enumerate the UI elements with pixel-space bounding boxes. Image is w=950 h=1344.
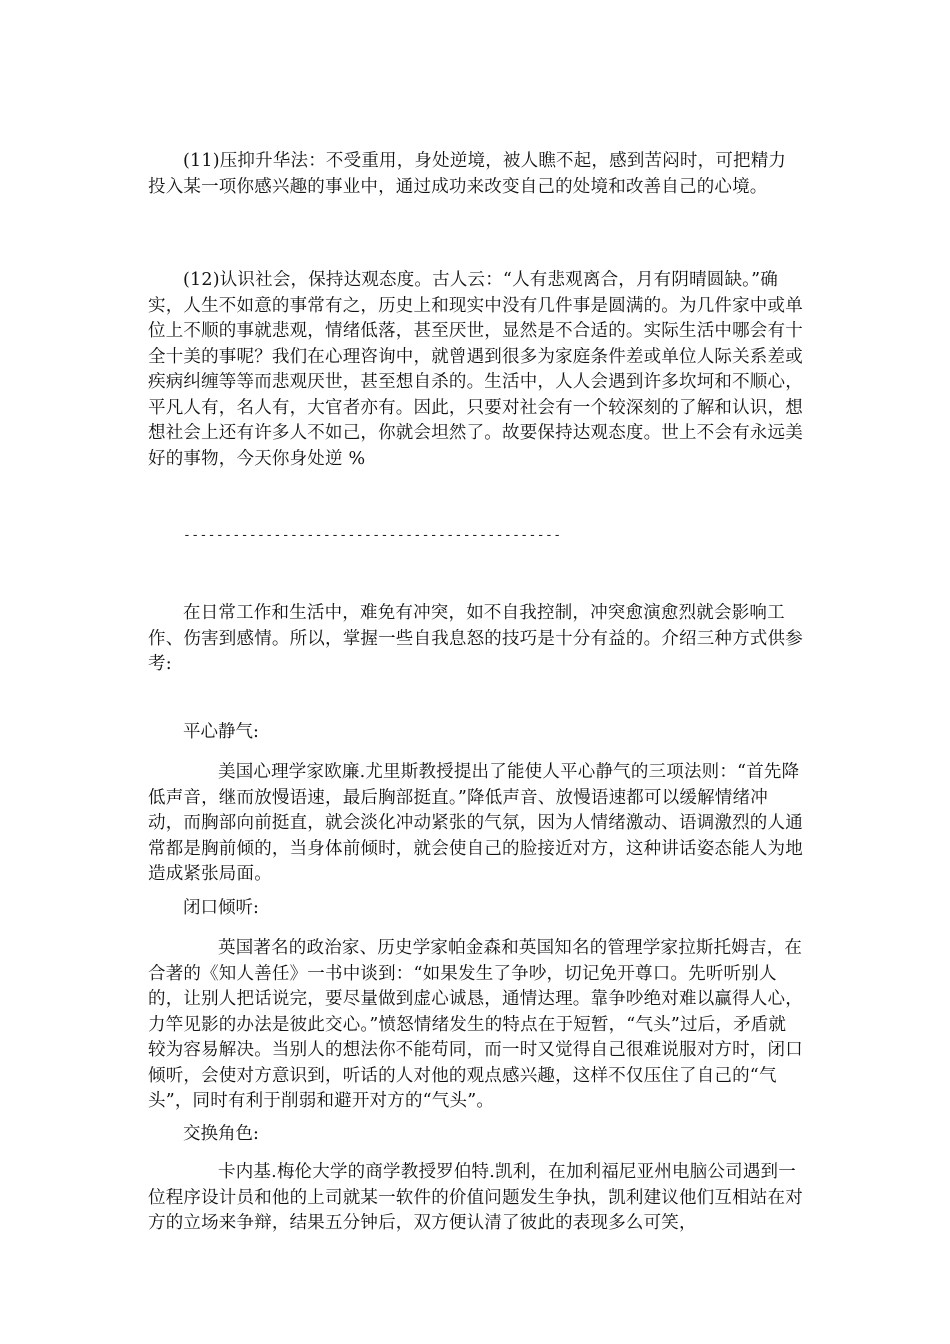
section-heading-calm: 平心静气:: [183, 722, 259, 742]
intro-paragraph: 在日常工作和生活中，难免有冲突，如不自我控制，冲突愈演愈烈就会影响工作、伤害到感情。所以，掌握一些自我息怒的技巧是十分有益的。介绍三种方式供参考:: [148, 603, 803, 674]
section-body-listen: 英国著名的政治家、历史学家帕金森和英国知名的管理学家拉斯托姆吉，在合著的《知人善任》一书中谈到：“如果发生了争吵，切记免开尊口。先听听别人的，让别人把话说完，要尽量做到虚心诚恳，通情达理。靠争吵绝对难以赢得人心，力竿见影的办法是彼此交心。”愤怒情绪发生的特点在于短暂，“气头”过后，矛盾就较为容易解决。当别人的想法你不能苟同，而一时又觉得自己很难说服对方时，闭口倾听，会使对方意识到，听话的人对他的观点感兴趣，这样不仅压住了自己的“气头”，同时有利于削弱和避开对方的“气头”。: [148, 938, 803, 1111]
section-heading-listen: 闭口倾听:: [183, 898, 259, 918]
section-body-calm: 美国心理学家欧廉.尤里斯教授提出了能使人平心静气的三项法则：“首先降低声音，继而放慢语速，最后胸部挺直。”降低声音、放慢语速都可以缓解情绪冲动，而胸部向前挺直，就会淡化冲动紧张的气氛，因为人情绪激动、语调激烈的人通常都是胸前倾的，当身体前倾时，就会使自己的脸接近对方，这种讲话姿态能人为地造成紧张局面。: [148, 762, 803, 884]
section-divider: ----------------------------------------------: [183, 528, 562, 543]
paragraph-11: (11)压抑升华法：不受重用，身处逆境，被人瞧不起，感到苦闷时，可把精力投入某一项你感兴趣的事业中，通过成功来改变自己的处境和改善自己的心境。: [148, 151, 787, 197]
paragraph-12: (12)认识社会，保持达观态度。古人云：“人有悲观离合，月有阴晴圆缺。”确实，人生不如意的事常有之，历史上和现实中没有几件事是圆满的。为几件家中或单位上不顺的事就悲观，情绪低落，甚至厌世，显然是不合适的。实际生活中哪会有十全十美的事呢？我们在心理咨询中，就曾遇到很多为家庭条件差或单位人际关系差或疾病纠缠等等而悲观厌世，甚至想自杀的。生活中，人人会遇到许多坎坷和不顺心，平凡人有，名人有，大官者亦有。因此，只要对社会有一个较深刻的了解和认识，想想社会上还有许多人不如己，你就会坦然了。故要保持达观态度。世上不会有永远美好的事物，今天你身处逆 %: [148, 270, 803, 469]
section-heading-swap-roles: 交换角色:: [183, 1124, 259, 1144]
section-body-swap-roles: 卡内基.梅伦大学的商学教授罗伯特.凯利，在加利福尼亚州电脑公司遇到一位程序设计员和他的上司就某一软件的价值问题发生争执，凯利建议他们互相站在对方的立场来争辩，结果五分钟后，双方便认清了彼此的表现多么可笑，: [148, 1162, 803, 1233]
